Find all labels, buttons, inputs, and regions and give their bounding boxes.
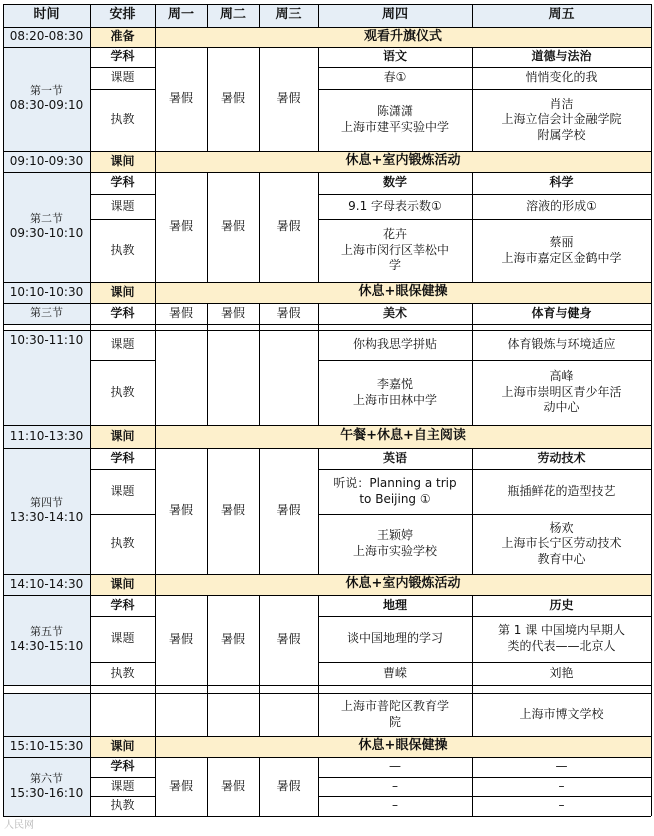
period2-name: 第二节 — [30, 212, 63, 226]
prep-label: 准备 — [90, 27, 155, 47]
period5-time-cell — [3, 595, 90, 685]
period2-thu-topic: 9.1 字母表示数① — [348, 198, 442, 213]
period3-monday-top: 暑假 — [168, 305, 193, 320]
period6-wednesday: 暑假 — [276, 778, 301, 793]
period5-fri-topic: 第 1 课 中国境内早期人 类的代表——北京人 — [497, 623, 626, 653]
period6-monday: 暑假 — [168, 778, 193, 793]
period1-fri-subject: 道德与法治 — [531, 49, 592, 64]
period2-wednesday: 暑假 — [276, 219, 301, 234]
period2-fri-teacher: 蔡丽 上海市嘉定区金鹤中学 — [501, 234, 622, 265]
period5-thu-subject: 地理 — [382, 597, 407, 612]
period5-monday: 暑假 — [168, 632, 193, 647]
period3-subject-label: 学科 — [110, 305, 135, 320]
period6-thu-topic: – — [392, 778, 398, 793]
period5-thu-topic: 谈中国地理的学习 — [346, 631, 443, 646]
period4-teacher-label: 执教 — [110, 536, 135, 551]
period1-teacher-label: 执教 — [110, 112, 135, 127]
period5-fri-teacher: 刘艳 — [549, 665, 574, 680]
break3-content: 休息+室内锻炼活动 — [155, 574, 651, 595]
period1-thu-topic: 春① — [383, 70, 407, 85]
period6-fri-teacher: – — [558, 798, 565, 813]
period6-time-cell — [3, 757, 90, 816]
period3-fri-topic: 体育锻炼与环境适应 — [507, 337, 616, 352]
period6-name: 第六节 — [30, 771, 63, 785]
break2-label: 课间 — [90, 282, 155, 303]
header-wednesday: 周三 — [259, 4, 318, 27]
period4-fri-subject: 劳动技术 — [537, 450, 586, 465]
period6-fri-topic: – — [558, 778, 565, 793]
lunch-label: 课间 — [90, 425, 155, 448]
break2-content: 休息+眼保健操 — [155, 282, 651, 303]
prep-content: 观看升旗仪式 — [155, 27, 651, 47]
period1-fri-topic: 悄悄变化的我 — [525, 70, 598, 85]
period6-teacher-label: 执教 — [110, 798, 135, 813]
watermark: 人民网 — [4, 820, 34, 831]
period5-continuation-time — [3, 693, 90, 736]
period1-monday: 暑假 — [168, 91, 193, 106]
period5-subject-label: 学科 — [110, 597, 135, 612]
lunch-time: 11:10-13:30 — [3, 425, 90, 448]
period3-thu-subject: 美术 — [382, 305, 407, 320]
period2-thu-subject: 数学 — [382, 175, 407, 190]
period2-teacher-label: 执教 — [110, 242, 135, 257]
period6-tuesday: 暑假 — [220, 778, 245, 793]
period6-thu-subject: — — [389, 759, 401, 774]
period5-time: 14:30-15:10 — [9, 639, 84, 654]
period2-time: 09:30-10:10 — [9, 226, 84, 241]
period3-thu-teacher: 李嘉悦 上海市田林中学 — [352, 376, 437, 407]
header-monday: 周一 — [155, 4, 207, 27]
period3-name: 第三节 — [3, 303, 90, 324]
period5-thu-teacher: 曹嵘 — [382, 665, 407, 680]
break4-time: 15:10-15:30 — [3, 736, 90, 757]
period3-tuesday-top: 暑假 — [220, 305, 245, 320]
period2-thu-teacher: 花卉 上海市闵行区莘松中 学 — [340, 227, 449, 273]
period1-topic-label: 课题 — [110, 70, 135, 85]
period4-thu-teacher: 王颖婷 上海市实验学校 — [352, 528, 437, 558]
break3-label: 课间 — [90, 574, 155, 595]
header-time: 时间 — [3, 4, 90, 27]
break4-content: 休息+眼保健操 — [155, 736, 651, 757]
period5-wednesday: 暑假 — [276, 632, 301, 647]
prep-time: 08:20-08:30 — [3, 27, 90, 47]
period4-thu-subject: 英语 — [382, 450, 407, 465]
period5-fri-school: 上海市博文学校 — [519, 706, 604, 721]
period1-time: 08:30-09:10 — [9, 98, 84, 113]
period1-wednesday: 暑假 — [276, 91, 301, 106]
period4-time-cell — [3, 448, 90, 574]
period4-name: 第四节 — [30, 496, 63, 510]
break3-time: 14:10-14:30 — [3, 574, 90, 595]
period2-monday: 暑假 — [168, 219, 193, 234]
period6-thu-teacher: – — [392, 798, 398, 813]
lunch-content: 午餐+休息+自主阅读 — [155, 425, 651, 448]
period2-fri-subject: 科学 — [549, 175, 574, 190]
period2-fri-topic: 溶液的形成① — [526, 198, 597, 213]
period5-fri-subject: 历史 — [549, 597, 574, 612]
period3-wednesday-top: 暑假 — [276, 305, 301, 320]
period4-monday: 暑假 — [168, 503, 193, 518]
header-arrange: 安排 — [90, 4, 155, 27]
period3-topic-label: 课题 — [110, 337, 135, 352]
header-tuesday: 周二 — [207, 4, 259, 27]
period1-thu-teacher: 陈潇潇 上海市建平实验中学 — [340, 104, 449, 134]
period2-tuesday: 暑假 — [220, 219, 245, 234]
period3-teacher-label: 执教 — [110, 384, 135, 399]
period1-time-cell — [3, 47, 90, 151]
period4-subject-label: 学科 — [110, 450, 135, 465]
period5-topic-label: 课题 — [110, 631, 135, 646]
period1-fri-teacher: 肖洁 上海立信会计金融学院 附属学校 — [501, 96, 622, 142]
period4-time: 13:30-14:10 — [9, 510, 84, 525]
period6-topic-label: 课题 — [110, 778, 135, 793]
period3-thu-topic: 你构我思学拼贴 — [352, 337, 437, 352]
period3-time: 10:30-11:10 — [3, 330, 90, 425]
period2-topic-label: 课题 — [110, 198, 135, 213]
period1-subject-label: 学科 — [110, 49, 135, 64]
break4-label: 课间 — [90, 736, 155, 757]
period5-name: 第五节 — [30, 625, 63, 639]
period6-fri-subject: — — [555, 759, 568, 774]
period3-fri-teacher: 高峰 上海市崇明区青少年活 动中心 — [501, 369, 622, 415]
period3-fri-subject: 体育与健身 — [531, 305, 592, 320]
period4-thu-topic: 听说：Planning a trip to Beijing ① — [333, 475, 457, 506]
break2-time: 10:10-10:30 — [3, 282, 90, 303]
break1-content: 休息+室内锻炼活动 — [155, 151, 651, 172]
period2-subject-label: 学科 — [110, 175, 135, 190]
period1-tuesday: 暑假 — [220, 91, 245, 106]
period1-thu-subject: 语文 — [382, 49, 407, 64]
period6-subject-label: 学科 — [110, 759, 135, 774]
period4-tuesday: 暑假 — [220, 503, 245, 518]
period4-fri-topic: 瓶插鲜花的造型技艺 — [507, 483, 616, 498]
period1-name: 第一节 — [30, 84, 63, 98]
break1-time: 09:10-09:30 — [3, 151, 90, 172]
period5-teacher-label: 执教 — [110, 665, 135, 680]
period4-fri-teacher: 杨欢 上海市长宁区劳动技术 教育中心 — [501, 520, 622, 566]
period5-thu-school: 上海市普陀区教育学 院 — [340, 698, 449, 729]
period4-topic-label: 课题 — [110, 483, 135, 498]
break1-label: 课间 — [90, 151, 155, 172]
period6-time: 15:30-16:10 — [9, 785, 84, 800]
header-friday: 周五 — [472, 4, 651, 27]
period4-wednesday: 暑假 — [276, 503, 301, 518]
period5-tuesday: 暑假 — [220, 632, 245, 647]
period2-time-cell — [3, 172, 90, 282]
header-thursday: 周四 — [318, 4, 472, 27]
